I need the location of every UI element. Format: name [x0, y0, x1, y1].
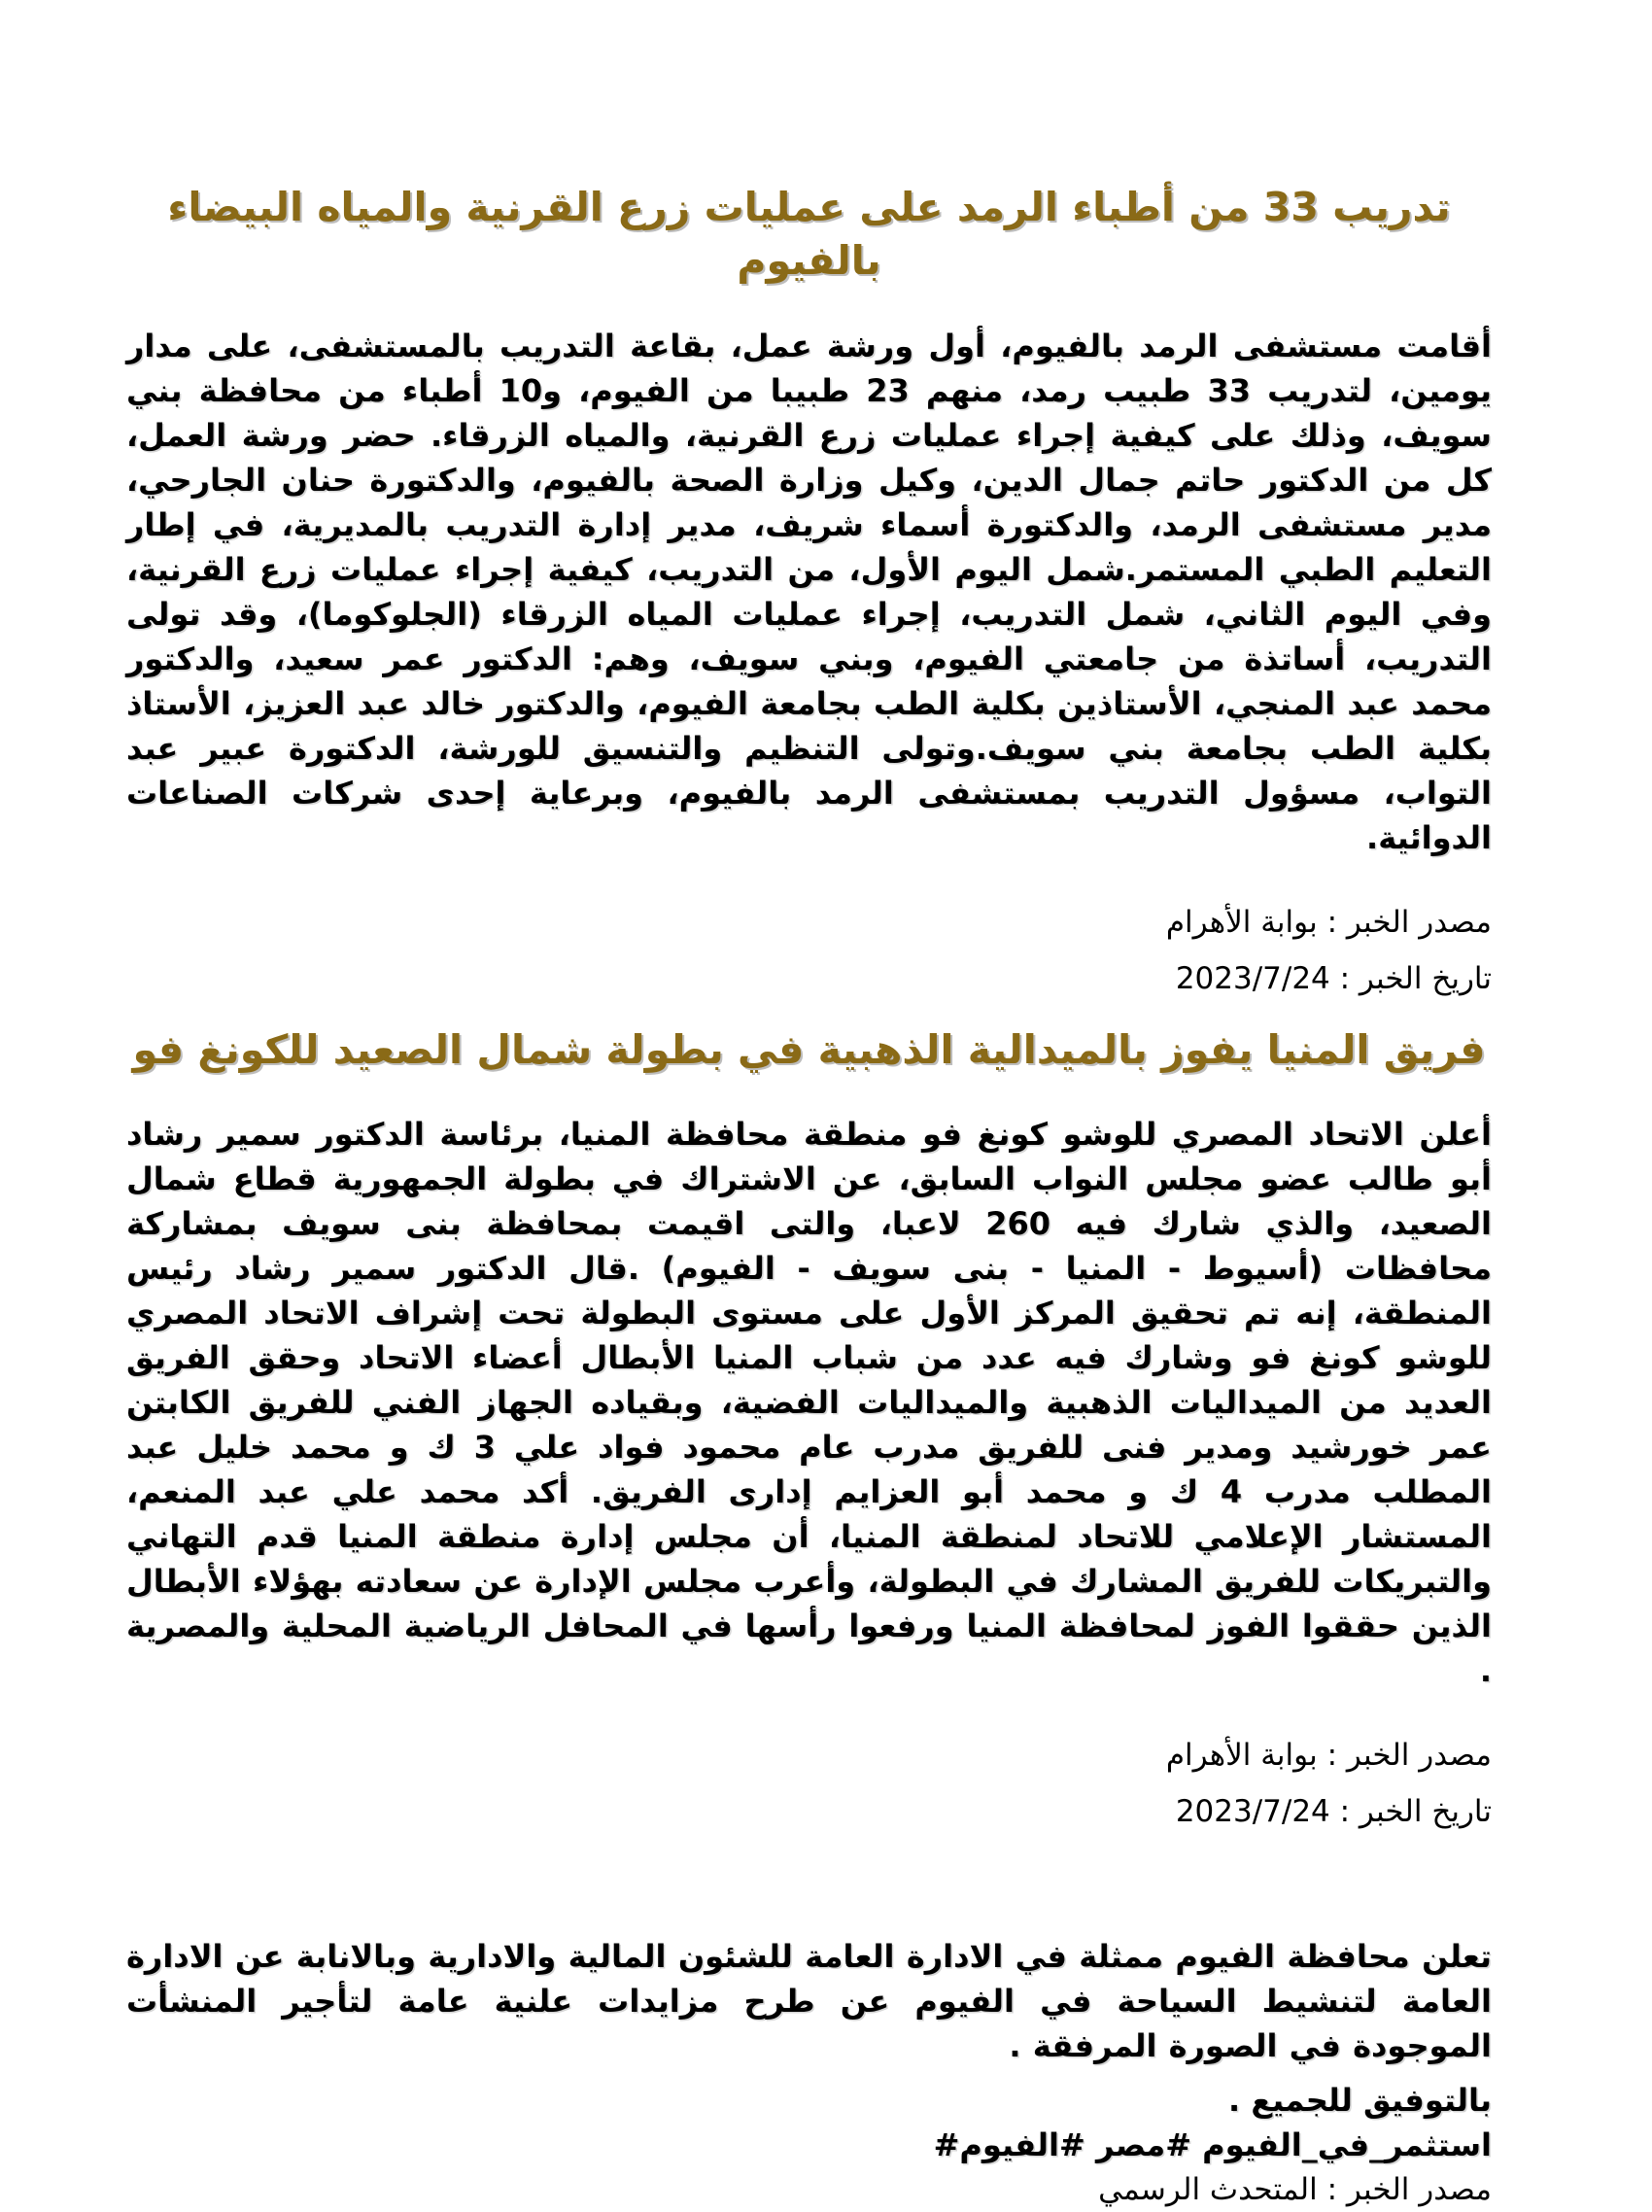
article1-body: أقامت مستشفى الرمد بالفيوم، أول ورشة عمل، بقاعة التدريب بالمستشفى، على مدار يومين، لتدريب 33 طبيب رمد، منهم 23 طبيبا من الفيوم، و10 أطباء من محافظة بني سويف، وذلك على كيفية إجراء عمليات زرع القرنية، والمياه الزرقاء. حضر ورشة العمل، كل من الدكتور حاتم جمال الدين، وكيل وزارة الصحة بالفيوم، والدكتورة حنان الجارحي، مدير مستشفى الرمد، والدكتورة أسماء شريف، مدير إدارة التدريب بالمديرية، في إطار التعليم الطبي المستمر.شمل اليوم الأول، من التدريب، كيفية إجراء عمليات زرع القرنية، وفي اليوم الثاني، شمل التدريب، إجراء عمليات المياه الزرقاء (الجلوكوما)، وقد تولى التدريب، أساتذة من جامعتي الفيوم، وبني سويف، وهم: الدكتور عمر سعيد، والدكتور محمد عبد المنجي، الأستاذين بكلية الطب بجامعة الفيوم، والدكتور خالد عبد العزيز، الأستاذ بكلية الطب بجامعة بني سويف.وتولى التنظيم والتنسيق للورشة، الدكتورة عبير عبد التواب، مسؤول التدريب بمستشفى الرمد بالفيوم، وبرعاية إحدى شركات الصناعات الدوائية. [126, 327, 1493, 856]
article2-date-line: تاريخ الخبر : 2023/7/24 [1175, 1794, 1492, 1830]
article2-source-line: مصدر الخبر : بوابة الأهرام [1165, 1738, 1492, 1774]
article1-source-line: مصدر الخبر : بوابة الأهرام [1165, 904, 1492, 940]
announcement-body: تعلن محافظة الفيوم ممثلة في الادارة العامة للشئون المالية والادارية وبالانابة عن الادارة العامة لتنشيط السياحة في الفيوم عن طرح مزايدات علنية عامة لتأجير المنشأت الموجودة في الصورة المرفقة . [126, 1938, 1492, 2065]
announcement-wish-line: بالتوفيق للجميع . [1228, 2082, 1492, 2120]
article2-title: فريق المنيا يفوز بالميدالية الذهبية في بطولة شمال الصعيد للكونغ فو [132, 1025, 1486, 1073]
announcement-source-line: مصدر الخبر : المتحدث الرسمي [1098, 2172, 1492, 2208]
article1-date-line: تاريخ الخبر : 2023/7/24 [1175, 960, 1492, 996]
article2-body: أعلن الاتحاد المصري للوشو كونغ فو منطقة محافظة المنيا، برئاسة الدكتور سمير رشاد أبو طالب عضو مجلس النواب السابق، عن الاشتراك في بطولة الجمهورية قطاع شمال الصعيد، والذي شارك فيه 260 لاعبا، والتى اقيمت بمحافظة بنى سويف بمشاركة محافظات (أسيوط - المنيا - بنى سويف - الفيوم) .قال الدكتور سمير رشاد رئيس المنطقة، إنه تم تحقيق المركز الأول على مستوى البطولة تحت إشراف الاتحاد المصري للوشو كونغ فو وشارك فيه عدد من شباب المنيا الأبطال أعضاء الاتحاد وحقق الفريق العديد من الميداليات الذهبية والميداليات الفضية، وبقياده الجهاز الفني للفريق الكابتن عمر خورشيد ومدير فنى للفريق مدرب عام محمود فواد علي 3 ك و محمد خليل عبد المطلب مدرب 4 ك و محمد أبو العزايم إدارى الفريق. أكد محمد علي عبد المنعم، المستشار الإعلامي للاتحاد لمنطقة المنيا، أن مجلس إدارة منطقة المنيا قدم التهاني والتبريكات للفريق المشارك في البطولة، وأعرب مجلس الإدارة عن سعادته بهؤلاء الأبطال الذين حققوا الفوز لمحافظة المنيا ورفعوا رأسها في المحافل الرياضية المحلية والمصرية . [126, 1116, 1493, 1690]
article1-title: تدريب 33 من أطباء الرمد على عمليات زرع القرنية والمياه البيضاء بالفيوم [167, 184, 1451, 285]
announcement-hashtag-line: #الفيوم# مصر# استثمر_في_الفيوم [933, 2126, 1492, 2164]
